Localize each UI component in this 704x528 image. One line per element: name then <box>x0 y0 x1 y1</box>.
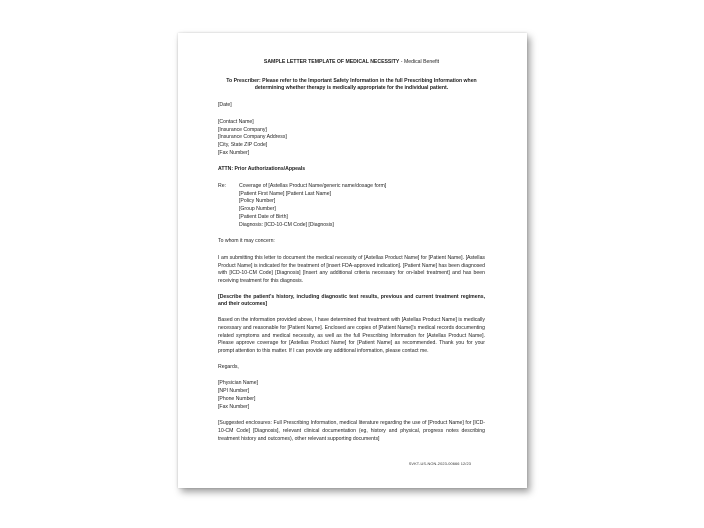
suggested-enclosures: [Suggested enclosures: Full Prescribing Information, medical literature regarding the use of [Product Name] for [ICD-10-CM Code] [Diagnosis], relevant clinical documentation (eg, history and physical, progress notes describing treatment history and outcomes), other relevant supporting documents] <box>218 420 485 442</box>
date-field: [Date] <box>218 102 232 109</box>
re-line: [Patient First Name] [Patient Last Name] <box>239 190 331 197</box>
re-line: [Policy Number] <box>239 198 276 205</box>
address-line: [Contact Name] <box>218 118 254 125</box>
signature-line: [Physician Name] <box>218 380 258 387</box>
recipient-address <box>218 119 485 158</box>
re-label: Re: <box>218 183 226 190</box>
signature-line: [Fax Number] <box>218 403 250 410</box>
prescriber-notice: To Prescriber: Please refer to the Important Safety Information in the full Prescribing Information when determining whether therapy is medically appropriate for the individual patient. <box>226 77 477 92</box>
signature-block <box>218 380 485 411</box>
letter-title <box>218 59 485 67</box>
closing: Regards, <box>218 363 239 370</box>
letter-title-suffix: - Medical Benefit <box>399 59 440 65</box>
address-line: [City, State ZIP Code] <box>218 141 268 148</box>
re-line: Diagnosis: [ICD-10-CM Code] [Diagnosis] <box>239 221 334 228</box>
signature-line: [NPI Number] <box>218 388 250 395</box>
paragraph-approval-request: Based on the information provided above, I have determined that treatment with [Astellas Product Name] is medically necessary and reasonable for [Patient Name]. Enclosed are copies of [Patient Name]'s medical records documenting related symptoms and medical necessity, as well as the full Prescribing Information for [Astellas Product Name]. Please approve coverage for [Astellas Product Name] for [Patient Name] as recommended. Thank you for your prompt attention to this matter. If I can provide any additional information, please contact me. <box>218 317 485 354</box>
paragraph-patient-history: [Describe the patient's history, including diagnostic test results, previous and current treatment regimens, and their outcomes] <box>218 293 485 308</box>
re-block <box>218 183 485 229</box>
letter-title-main: SAMPLE LETTER TEMPLATE OF MEDICAL NECESSITY <box>263 59 400 65</box>
salutation: To whom it may concern: <box>218 238 275 245</box>
re-lines <box>239 183 485 229</box>
address-line: [Insurance Company] <box>218 126 267 133</box>
paragraph-medical-necessity: I am submitting this letter to document the medical necessity of [Astellas Product Name] for [Patient Name]. [Astellas Product Name] is indicated for the treatment of [insert FDA-approved indication]. [Patient Name] has been diagnosed with [ICD-10-CM Code] [Diagnosis] [Insert any additional criteria necessary for on-label treatment] and has been receiving treatment for this diagnosis. <box>218 254 485 285</box>
address-line: [Insurance Company Address] <box>218 134 287 141</box>
footer-code: SVKT-US-NON-2023-00666 12/23 <box>408 461 471 467</box>
address-line: [Fax Number] <box>218 149 250 156</box>
re-line: [Group Number] <box>239 206 276 213</box>
attn-line: ATTN: Prior Authorizations/Appeals <box>218 166 306 173</box>
signature-line: [Phone Number] <box>218 395 256 402</box>
letter-page <box>178 33 527 488</box>
re-line: Coverage of [Astellas Product Name/generic name/dosage form] <box>239 183 387 190</box>
re-line: [Patient Date of Birth] <box>239 213 288 220</box>
